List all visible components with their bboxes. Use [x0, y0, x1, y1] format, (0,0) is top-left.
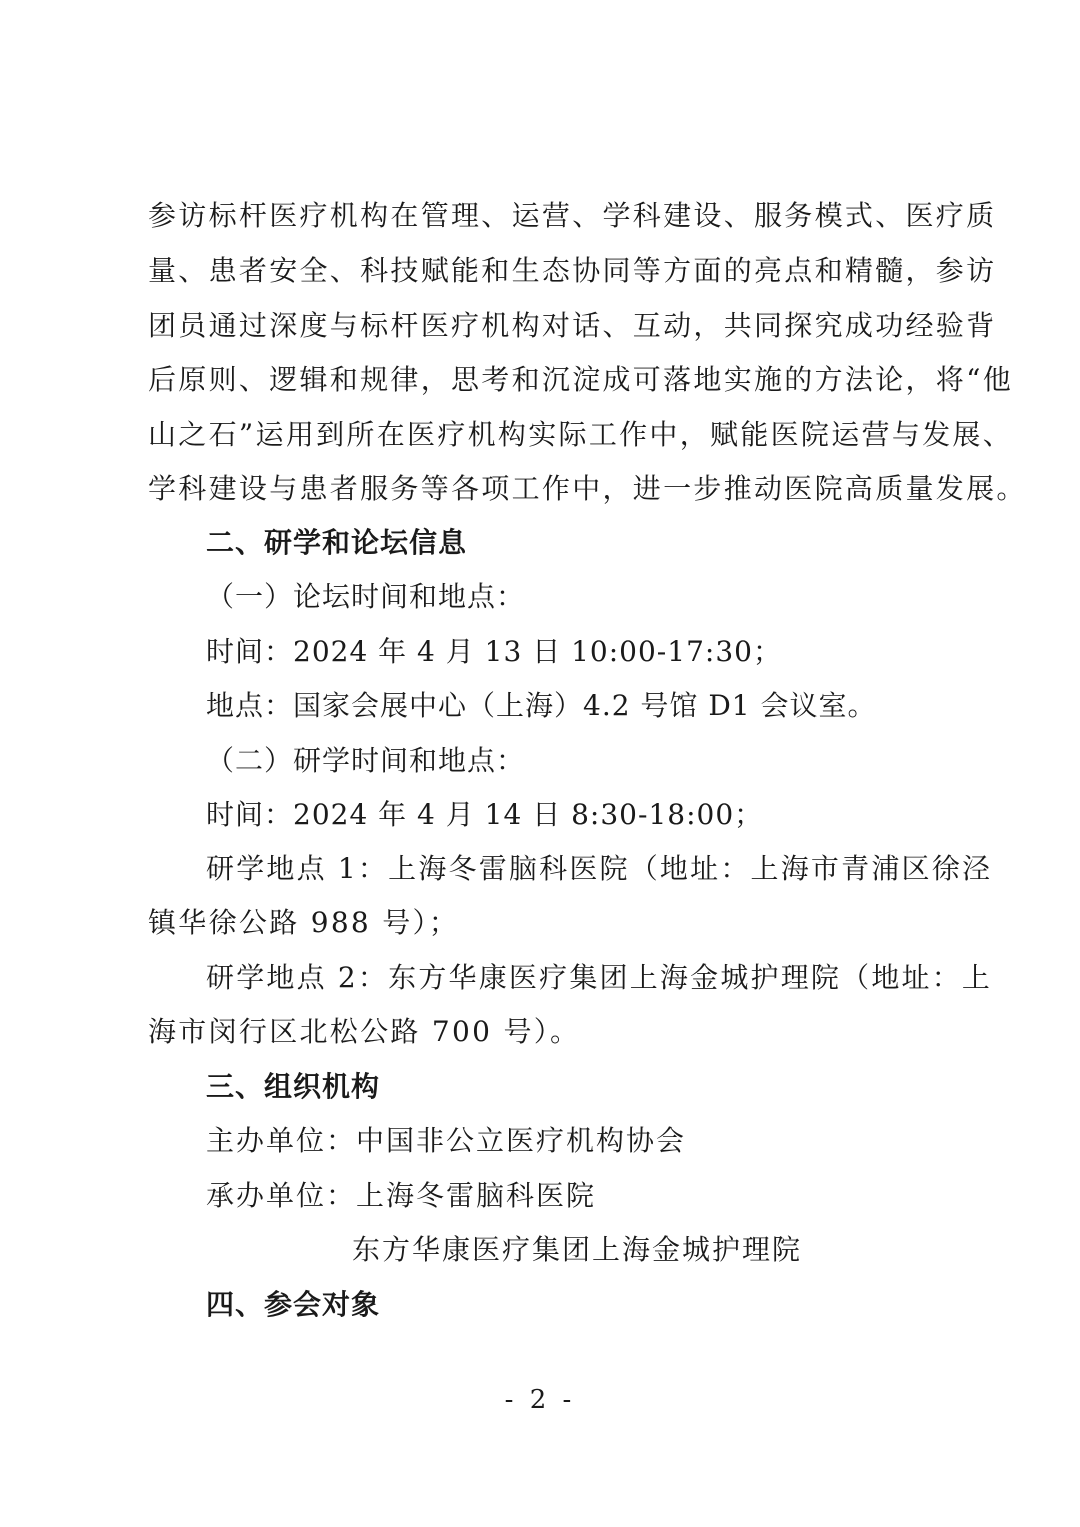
forum-time: 时间：2024 年 4 月 13 日 10:00-17:30； — [206, 635, 782, 668]
section-3-heading: 三、组织机构 — [206, 1070, 381, 1103]
section-2-heading: 二、研学和论坛信息 — [206, 526, 468, 559]
page-number: - 2 - — [504, 1385, 576, 1415]
forum-place: 地点：国家会展中心（上海）4.2 号馆 D1 会议室。 — [206, 689, 877, 722]
study-subheading: （二）研学时间和地点： — [206, 744, 526, 777]
intro-line-2: 量、患者安全、科技赋能和生态协同等方面的亮点和精髓，参访 — [148, 254, 997, 287]
intro-line-5: 山之石”运用到所在医疗机构实际工作中，赋能医院运营与发展、 — [148, 418, 1014, 451]
study-place-1-line-1: 研学地点 1：上海冬雷脑科医院（地址：上海市青浦区徐泾 — [206, 852, 993, 885]
host-organization: 主办单位：中国非公立医疗机构协会 — [206, 1124, 687, 1157]
section-4-heading: 四、参会对象 — [206, 1288, 381, 1321]
study-place-2-line-2: 海市闵行区北松公路 700 号）。 — [148, 1015, 581, 1048]
intro-line-1: 参访标杆医疗机构在管理、运营、学科建设、服务模式、医疗质 — [148, 199, 997, 232]
intro-line-4: 后原则、逻辑和规律，思考和沉淀成可落地实施的方法论，将“他 — [148, 363, 1014, 396]
study-time: 时间：2024 年 4 月 14 日 8:30-18:00； — [206, 798, 764, 831]
forum-subheading: （一）论坛时间和地点： — [206, 580, 526, 613]
intro-line-6: 学科建设与患者服务等各项工作中，进一步推动医院高质量发展。 — [148, 472, 1027, 505]
organizer-line-1: 承办单位：上海冬雷脑科医院 — [206, 1179, 597, 1212]
study-place-2-line-1: 研学地点 2：东方华康医疗集团上海金城护理院（地址：上 — [206, 961, 993, 994]
study-place-1-line-2: 镇华徐公路 988 号）； — [148, 906, 460, 939]
intro-line-3: 团员通过深度与标杆医疗机构对话、互动，共同探究成功经验背 — [148, 309, 997, 342]
organizer-line-2: 东方华康医疗集团上海金城护理院 — [352, 1233, 803, 1266]
